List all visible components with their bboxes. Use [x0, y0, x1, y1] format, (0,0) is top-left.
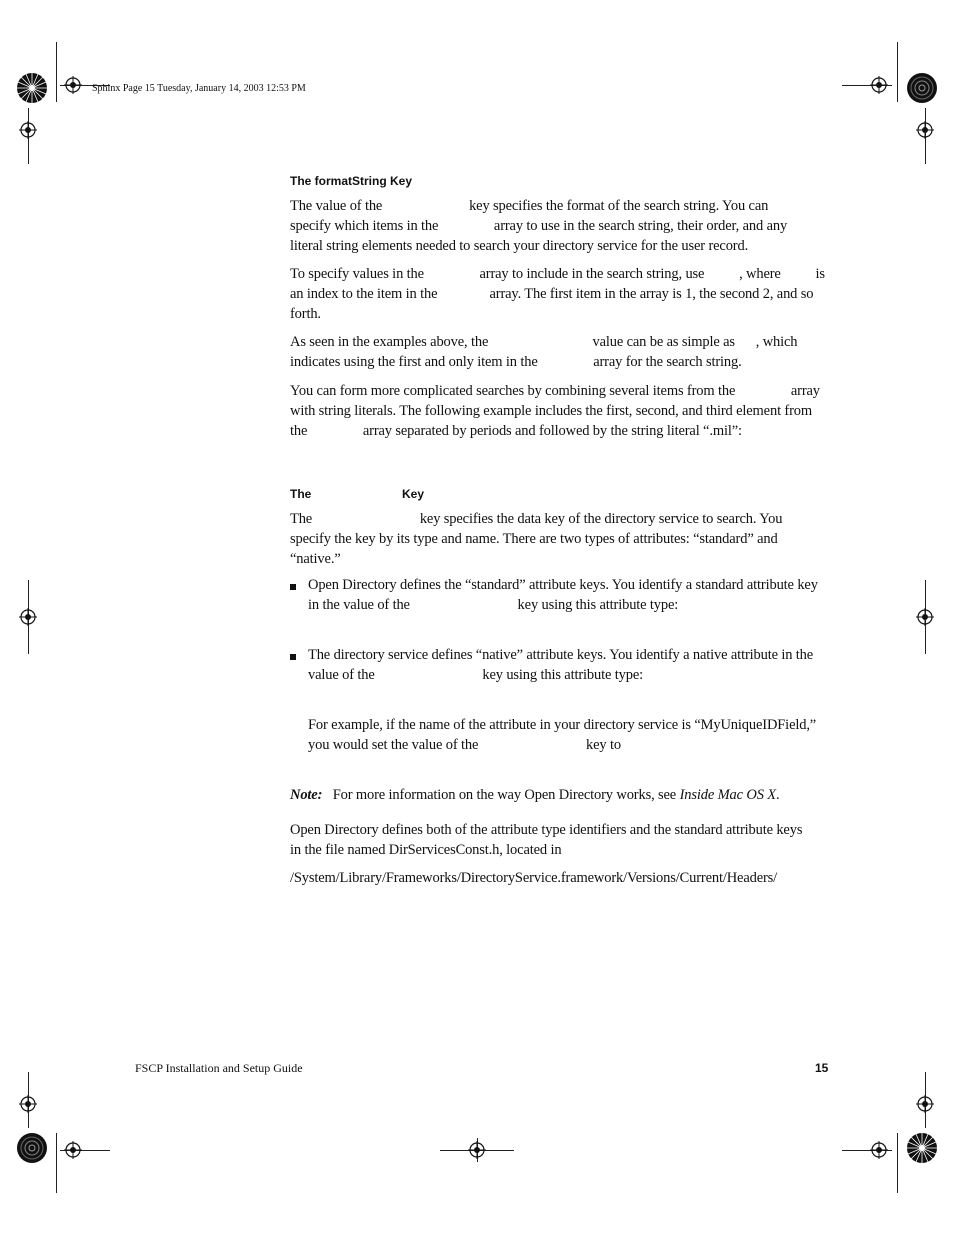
- list-item-line: value of the key using this attribute type:: [308, 667, 643, 683]
- crop-mark: [56, 1133, 57, 1193]
- list-item-line: Open Directory defines the “standard” attribute keys. You identify a standard attribute key: [308, 577, 818, 593]
- body-text-line: “native.”: [290, 551, 341, 567]
- body-text-line: forth.: [290, 306, 321, 322]
- crop-mark: [56, 42, 57, 102]
- body-text-line: in the file named DirServicesConst.h, located in: [290, 842, 562, 858]
- bullet-marker: [290, 654, 296, 660]
- body-text-line: you would set the value of the key to: [308, 737, 621, 753]
- file-path: /System/Library/Frameworks/DirectoryService.framework/Versions/Current/Headers/: [290, 870, 778, 886]
- body-text-line: Open Directory defines both of the attribute type identifiers and the standard attribute keys: [290, 822, 803, 838]
- registration-target-icon: [19, 121, 37, 139]
- section-heading: The formatString Key: [290, 174, 413, 188]
- registration-target-icon: [916, 608, 934, 626]
- starburst-mark-icon: [906, 1132, 938, 1164]
- registration-target-icon: [19, 1095, 37, 1113]
- list-item-line: in the value of the key using this attribute type:: [308, 597, 679, 613]
- note: [290, 787, 779, 804]
- body-text-line: You can form more complicated searches by combining several items from the array: [290, 383, 820, 399]
- note-book-title: Inside Mac OS X: [679, 787, 776, 803]
- body-text-line: specify the key by its type and name. There are two types of attributes: “standard” and: [290, 531, 778, 547]
- page-number: 15: [815, 1061, 829, 1075]
- body-text-line: an index to the item in the array. The first item in the array is 1, the second 2, and so: [290, 286, 814, 302]
- section-heading-the: The: [290, 487, 312, 501]
- footer-guide-title: FSCP Installation and Setup Guide: [135, 1061, 303, 1075]
- registration-target-icon: [870, 1141, 888, 1159]
- registration-target-icon: [64, 76, 82, 94]
- registration-target-icon: [64, 1141, 82, 1159]
- registration-target-icon: [916, 1095, 934, 1113]
- body-text-line: with string literals. The following example includes the first, second, and third element from: [290, 403, 813, 419]
- list-item-line: The directory service defines “native” attribute keys. You identify a native attribute in the: [308, 647, 814, 663]
- dial-mark-icon: [16, 1132, 48, 1164]
- note-end: .: [775, 787, 780, 803]
- registration-target-icon: [916, 121, 934, 139]
- body-text-line: For example, if the name of the attribute in your directory service is “MyUniqueIDField,”: [308, 717, 817, 733]
- section-heading-key: Key: [402, 487, 425, 501]
- dial-mark-icon: [906, 72, 938, 104]
- note-text: For more information on the way Open Directory works, see: [332, 787, 680, 803]
- bullet-marker: [290, 584, 296, 590]
- body-text-line: the array separated by periods and followed by the string literal “.mil”:: [290, 423, 742, 439]
- body-text-line: indicates using the first and only item in the array for the search string.: [290, 354, 742, 370]
- starburst-mark-icon: [16, 72, 48, 104]
- registration-target-icon: [468, 1141, 486, 1159]
- body-text-line: literal string elements needed to search your directory service for the user record.: [290, 238, 749, 254]
- note-label: Note:: [290, 787, 323, 803]
- registration-target-icon: [19, 608, 37, 626]
- body-text-line: As seen in the examples above, the value can be as simple as , which: [290, 334, 798, 350]
- crop-mark: [897, 1133, 898, 1193]
- print-slug: Sphinx Page 15 Tuesday, January 14, 2003 12:53 PM: [92, 83, 306, 94]
- body-text-line: To specify values in the array to include in the search string, use , where is: [290, 266, 825, 282]
- body-text-line: The key specifies the data key of the directory service to search. You: [290, 511, 783, 527]
- crop-mark: [897, 42, 898, 102]
- registration-target-icon: [870, 76, 888, 94]
- body-text-line: The value of the key specifies the format of the search string. You can: [290, 198, 769, 214]
- body-text-line: specify which items in the array to use in the search string, their order, and any: [290, 218, 788, 234]
